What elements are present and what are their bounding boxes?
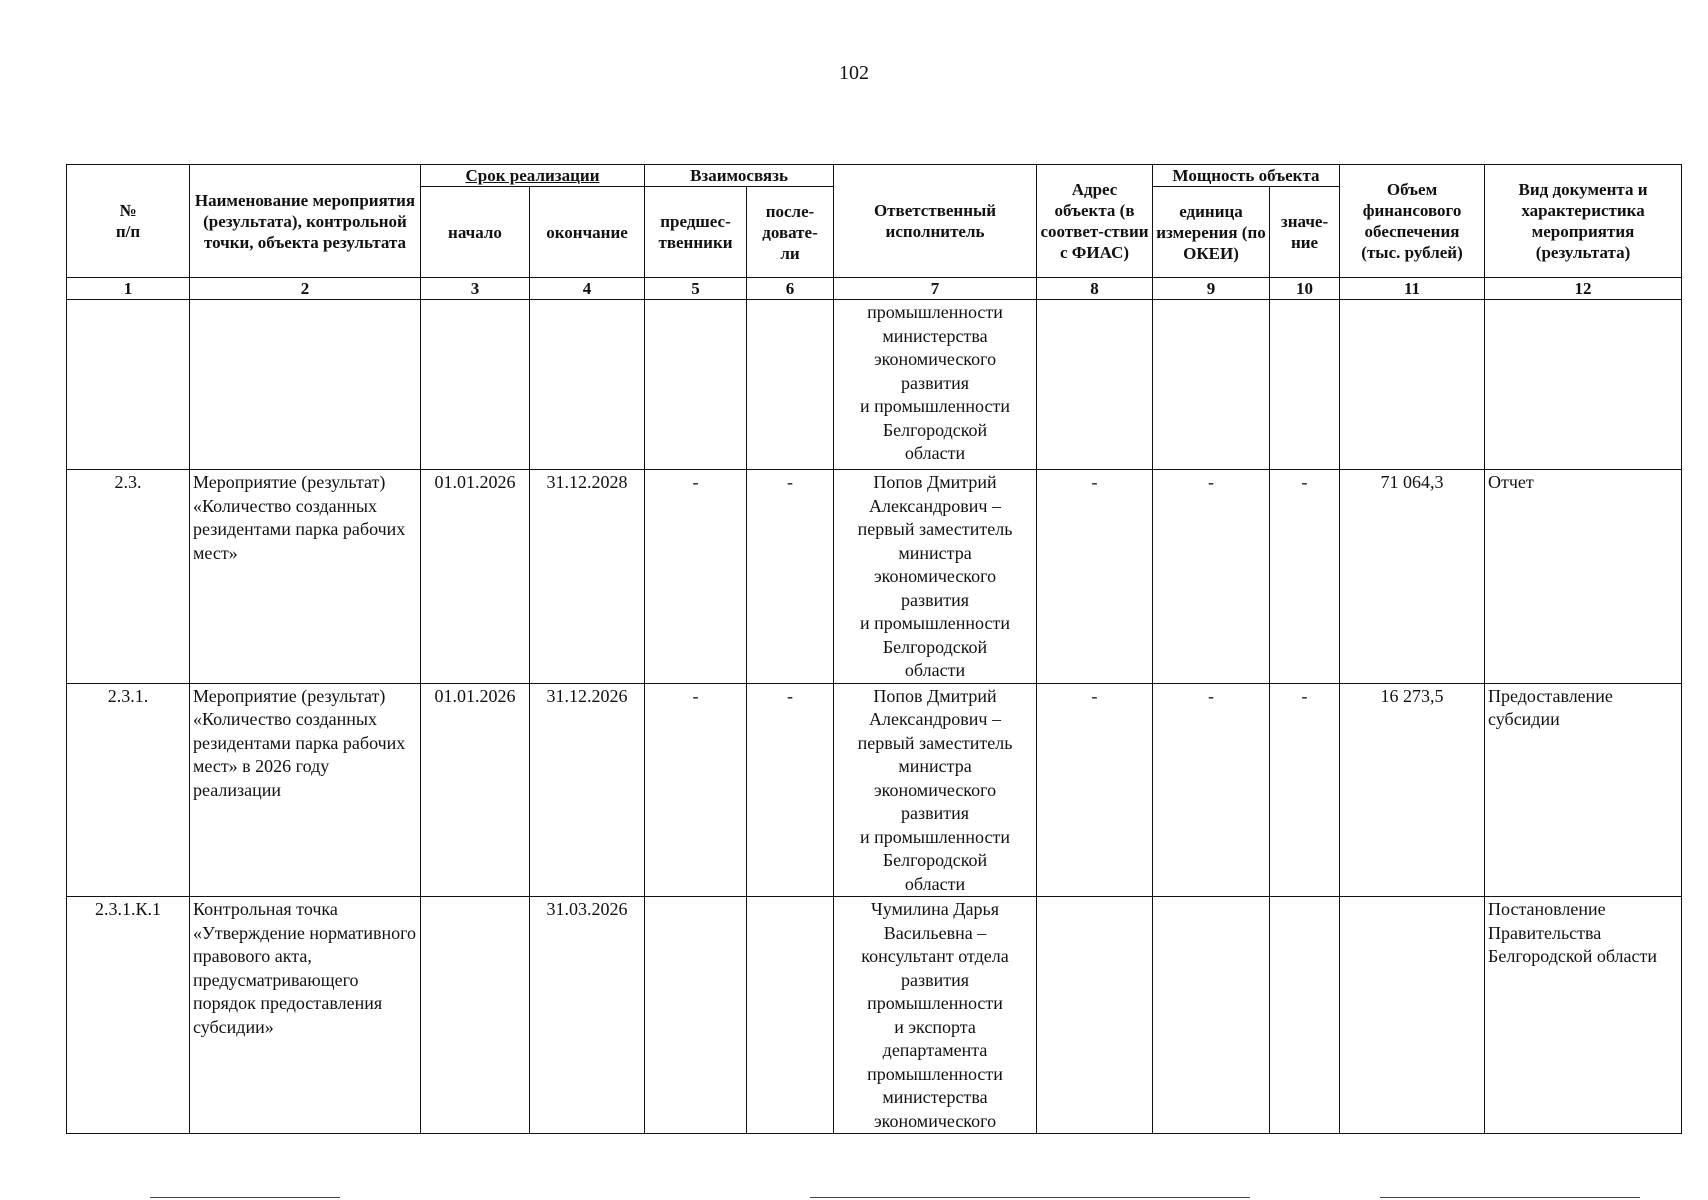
cell-responsible: Попов Дмитрий Александрович – первый заместитель министра экономического развития и промышленности Белгородской области — [834, 470, 1037, 684]
cell-end: 31.12.2028 — [530, 470, 645, 684]
cell-num — [67, 300, 190, 470]
header-name: Наименование мероприятия (результата), контрольной точки, объекта результата — [190, 165, 421, 278]
header-link-next: после- довате- ли — [747, 187, 834, 278]
cell-start — [421, 897, 530, 1134]
header-responsible: Ответственный исполнитель — [834, 165, 1037, 278]
header-finance: Объем финансового обеспечения (тыс. рублей) — [1340, 165, 1485, 278]
cell-responsible: Попов Дмитрий Александрович – первый заместитель министра экономического развития и промышленности Белгородской области — [834, 683, 1037, 897]
cell-end — [530, 300, 645, 470]
cell-value: - — [1270, 683, 1340, 897]
column-number: 11 — [1340, 278, 1485, 300]
cell-name: Мероприятие (результат) «Количество созданных резидентами парка рабочих мест» в 2026 году реализации — [190, 683, 421, 897]
header-num: № п/п — [67, 165, 190, 278]
cell-next: - — [747, 470, 834, 684]
cell-start: 01.01.2026 — [421, 470, 530, 684]
cell-name: Контрольная точка «Утверждение нормативного правового акта, предусматривающего порядок предоставления субсидии» — [190, 897, 421, 1134]
header-doc-type: Вид документа и характеристика мероприятия (результата) — [1485, 165, 1682, 278]
cell-unit: - — [1153, 470, 1270, 684]
table-row — [67, 683, 1682, 897]
column-number: 8 — [1037, 278, 1153, 300]
cell-address — [1037, 897, 1153, 1134]
header-term-group: Срок реализации — [421, 165, 645, 187]
cell-finance — [1340, 300, 1485, 470]
cell-finance: 16 273,5 — [1340, 683, 1485, 897]
cell-next — [747, 300, 834, 470]
header-link-group: Взаимосвязь — [645, 165, 834, 187]
header-value: значе- ние — [1270, 187, 1340, 278]
column-number: 12 — [1485, 278, 1682, 300]
cell-end: 31.12.2026 — [530, 683, 645, 897]
cell-finance: 71 064,3 — [1340, 470, 1485, 684]
header-capacity-group: Мощность объекта — [1153, 165, 1340, 187]
cell-address: - — [1037, 683, 1153, 897]
header-address: Адрес объекта (в соответ-ствии с ФИАС) — [1037, 165, 1153, 278]
cell-prev: - — [645, 470, 747, 684]
column-number: 2 — [190, 278, 421, 300]
column-number: 4 — [530, 278, 645, 300]
header-term-end: окончание — [530, 187, 645, 278]
column-number: 9 — [1153, 278, 1270, 300]
cell-next: - — [747, 683, 834, 897]
cell-responsible: промышленности министерства экономического развития и промышленности Белгородской области — [834, 300, 1037, 470]
cell-unit: - — [1153, 683, 1270, 897]
cell-start — [421, 300, 530, 470]
cell-num: 2.3. — [67, 470, 190, 684]
column-number: 7 — [834, 278, 1037, 300]
column-number: 5 — [645, 278, 747, 300]
table-row — [67, 470, 1682, 684]
table-header — [67, 165, 1682, 300]
cell-doc: Предоставление субсидии — [1485, 683, 1682, 897]
header-unit: единица измерения (по ОКЕИ) — [1153, 187, 1270, 278]
scan-edge-line — [1380, 1197, 1640, 1198]
cell-prev: - — [645, 683, 747, 897]
column-number-row — [67, 278, 1682, 300]
cell-prev — [645, 897, 747, 1134]
column-number: 10 — [1270, 278, 1340, 300]
scan-edge-line — [150, 1197, 340, 1198]
cell-prev — [645, 300, 747, 470]
table-row — [67, 300, 1682, 470]
cell-responsible: Чумилина Дарья Васильевна – консультант отдела развития промышленности и экспорта департамента промышленности министерства экономического — [834, 897, 1037, 1134]
cell-num: 2.3.1. — [67, 683, 190, 897]
header-term-start: начало — [421, 187, 530, 278]
cell-value — [1270, 300, 1340, 470]
cell-doc: Постановление Правительства Белгородской области — [1485, 897, 1682, 1134]
cell-unit — [1153, 897, 1270, 1134]
cell-num: 2.3.1.К.1 — [67, 897, 190, 1134]
cell-address — [1037, 300, 1153, 470]
column-number: 3 — [421, 278, 530, 300]
table-row — [67, 897, 1682, 1134]
column-number: 6 — [747, 278, 834, 300]
cell-end: 31.03.2026 — [530, 897, 645, 1134]
scan-edge-line — [810, 1197, 1250, 1198]
cell-address: - — [1037, 470, 1153, 684]
cell-start: 01.01.2026 — [421, 683, 530, 897]
column-number: 1 — [67, 278, 190, 300]
cell-unit — [1153, 300, 1270, 470]
page-number: 102 — [839, 62, 869, 84]
cell-doc: Отчет — [1485, 470, 1682, 684]
cell-value — [1270, 897, 1340, 1134]
cell-finance — [1340, 897, 1485, 1134]
cell-value: - — [1270, 470, 1340, 684]
cell-name — [190, 300, 421, 470]
cell-name: Мероприятие (результат) «Количество созданных резидентами парка рабочих мест» — [190, 470, 421, 684]
header-link-prev: предшес- твенники — [645, 187, 747, 278]
events-table — [66, 164, 1682, 1134]
cell-next — [747, 897, 834, 1134]
cell-doc — [1485, 300, 1682, 470]
